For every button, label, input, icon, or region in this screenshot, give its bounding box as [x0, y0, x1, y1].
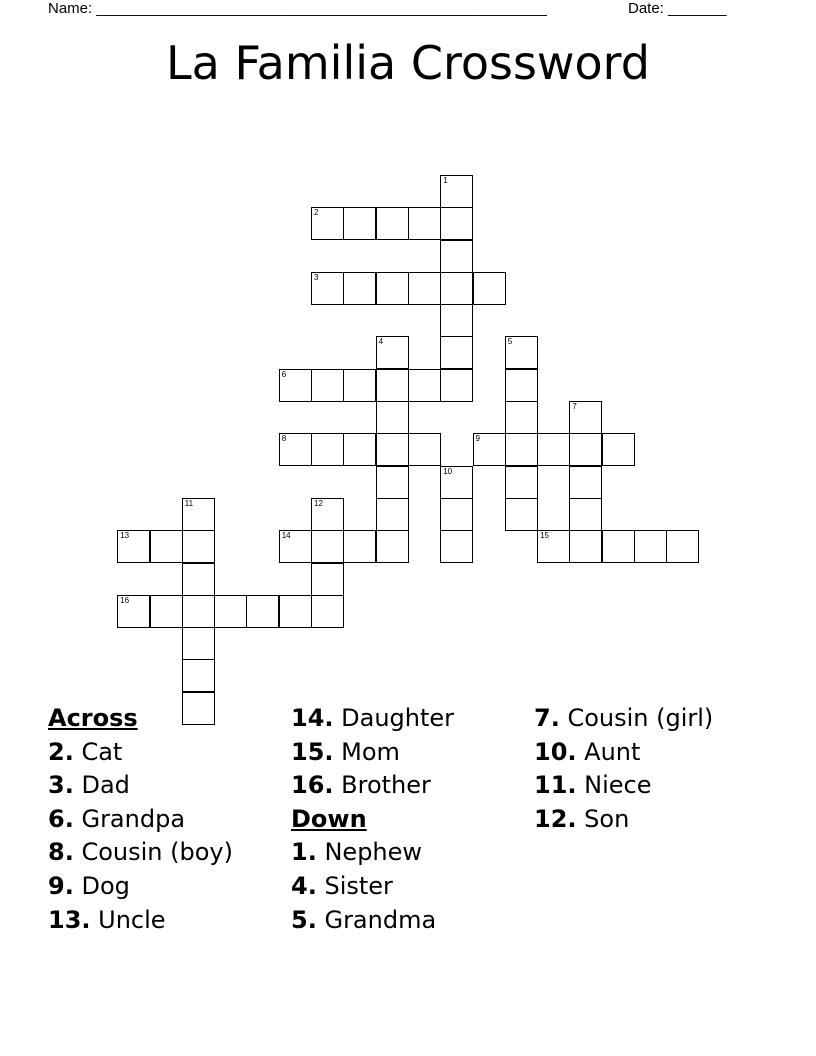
clue-number: 11 — [184, 498, 194, 508]
clue-across-9: 9. Dog — [48, 871, 130, 900]
clue-down-5: 5. Grandma — [291, 905, 437, 934]
crossword-cell[interactable] — [311, 530, 344, 563]
clue-number: 4 — [378, 337, 384, 347]
clue-across-14: 14. Daughter — [291, 704, 455, 732]
crossword-cell[interactable] — [505, 466, 538, 499]
clue-number: 2 — [314, 208, 319, 218]
clue-across-6: 6. Grandpa — [48, 804, 186, 833]
crossword-cell[interactable] — [311, 595, 344, 628]
clue-across-3: 3. Dad — [48, 771, 130, 800]
date-field-label: Date: _______ — [628, 0, 727, 17]
clue-number: 13 — [120, 531, 130, 541]
clue-number: 1 — [443, 175, 448, 185]
crossword-cell[interactable] — [311, 433, 344, 466]
clue-across-15: 15. Mom — [291, 737, 400, 766]
crossword-cell[interactable] — [440, 304, 473, 337]
clue-number: 3 — [314, 272, 319, 282]
clue-number: 15 — [540, 531, 549, 541]
crossword-cell-14[interactable] — [279, 530, 312, 563]
clue-number: 9 — [475, 434, 480, 444]
crossword-cell[interactable] — [182, 563, 215, 596]
crossword-cell-4[interactable] — [376, 336, 409, 369]
crossword-cell[interactable] — [376, 369, 409, 402]
clue-number: 7 — [572, 402, 577, 411]
crossword-cell[interactable] — [569, 498, 602, 531]
crossword-cell[interactable] — [408, 369, 441, 402]
crossword-cell[interactable] — [150, 530, 183, 563]
clue-number: 6 — [281, 369, 287, 379]
crossword-cell[interactable] — [311, 563, 344, 596]
crossword-cell-10[interactable] — [440, 466, 473, 499]
crossword-cell-6[interactable] — [279, 369, 312, 402]
crossword-cell[interactable] — [150, 595, 183, 628]
crossword-cell[interactable] — [440, 272, 473, 305]
crossword-cell[interactable] — [343, 530, 376, 563]
crossword-cell[interactable] — [408, 272, 441, 305]
crossword-cell[interactable] — [440, 336, 473, 369]
crossword-cell[interactable] — [537, 433, 570, 466]
page-title: La Familia Crossword — [166, 36, 650, 90]
across-heading: Across — [48, 704, 138, 732]
clue-down-10: 10. Aunt — [534, 737, 641, 766]
crossword-cell[interactable] — [343, 207, 376, 240]
crossword-cell[interactable] — [376, 498, 409, 531]
clue-down-11: 11. Niece — [534, 771, 652, 800]
clue-down-12: 12. Son — [534, 804, 630, 833]
clue-down-4: 4. Sister — [291, 871, 393, 900]
crossword-cell[interactable] — [182, 659, 215, 692]
crossword-cell-16[interactable] — [117, 595, 150, 628]
crossword-cell[interactable] — [376, 433, 409, 466]
crossword-cell[interactable] — [408, 207, 441, 240]
clue-across-2: 2. Cat — [48, 737, 123, 766]
crossword-cell[interactable] — [343, 272, 376, 305]
crossword-cell[interactable] — [569, 530, 602, 563]
name-field-label: Name: ______________________________________________________ — [48, 0, 547, 17]
clue-across-16: 16. Brother — [291, 771, 431, 800]
clue-number: 8 — [281, 434, 287, 444]
crossword-cell[interactable] — [634, 530, 667, 563]
clue-number: 12 — [314, 498, 323, 508]
crossword-cell[interactable] — [505, 401, 538, 434]
crossword-cell[interactable] — [343, 369, 376, 402]
crossword-cell-8[interactable] — [279, 433, 312, 466]
crossword-cell[interactable] — [182, 627, 215, 660]
clue-number: 10 — [443, 466, 453, 476]
clues-column-1 — [48, 702, 233, 937]
crossword-cell[interactable] — [569, 466, 602, 499]
crossword-cell[interactable] — [440, 369, 473, 402]
crossword-cell[interactable] — [376, 401, 409, 434]
clue-down-1: 1. Nephew — [291, 838, 423, 867]
crossword-cell[interactable] — [602, 530, 635, 563]
clues-column-2 — [291, 702, 454, 937]
crossword-cell[interactable] — [182, 530, 215, 563]
crossword-cell-7[interactable] — [569, 401, 602, 434]
crossword-cell[interactable] — [505, 498, 538, 531]
clue-down-7: 7. Cousin (girl) — [534, 704, 714, 732]
crossword-cell-2[interactable] — [311, 207, 344, 240]
crossword-cell[interactable] — [440, 207, 473, 240]
crossword-cell[interactable] — [408, 433, 441, 466]
crossword-cell-13[interactable] — [117, 530, 150, 563]
clue-across-8: 8. Cousin (boy) — [48, 838, 233, 867]
crossword-cell[interactable] — [182, 595, 215, 628]
clue-number: 14 — [281, 531, 291, 541]
crossword-cell-15[interactable] — [537, 530, 570, 563]
crossword-cell[interactable] — [311, 369, 344, 402]
crossword-cell[interactable] — [376, 207, 409, 240]
crossword-cell[interactable] — [246, 595, 279, 628]
crossword-cell-3[interactable] — [311, 272, 344, 305]
crossword-cell[interactable] — [602, 433, 635, 466]
crossword-cell[interactable] — [505, 369, 538, 402]
clue-across-13: 13. Uncle — [48, 905, 166, 934]
crossword-cell[interactable] — [473, 272, 506, 305]
clue-number: 5 — [507, 337, 513, 347]
clues-column-3 — [534, 702, 713, 836]
crossword-cell[interactable] — [279, 595, 312, 628]
crossword-cell-1[interactable] — [440, 175, 473, 208]
crossword-cell[interactable] — [440, 498, 473, 531]
down-heading: Down — [291, 804, 367, 833]
crossword-cell-11[interactable] — [182, 498, 215, 531]
crossword-cell[interactable] — [569, 433, 602, 466]
crossword-cell-5[interactable] — [505, 336, 538, 369]
crossword-cell[interactable] — [505, 433, 538, 466]
crossword-cell[interactable] — [440, 530, 473, 563]
crossword-cell[interactable] — [343, 433, 376, 466]
crossword-cell[interactable] — [376, 466, 409, 499]
clue-number: 16 — [120, 595, 130, 605]
crossword-cell-12[interactable] — [311, 498, 344, 531]
crossword-cell[interactable] — [440, 240, 473, 273]
crossword-cell[interactable] — [214, 595, 247, 628]
crossword-cell[interactable] — [376, 530, 409, 563]
crossword-cell-9[interactable] — [473, 433, 506, 466]
crossword-cell[interactable] — [666, 530, 699, 563]
crossword-cell[interactable] — [376, 272, 409, 305]
